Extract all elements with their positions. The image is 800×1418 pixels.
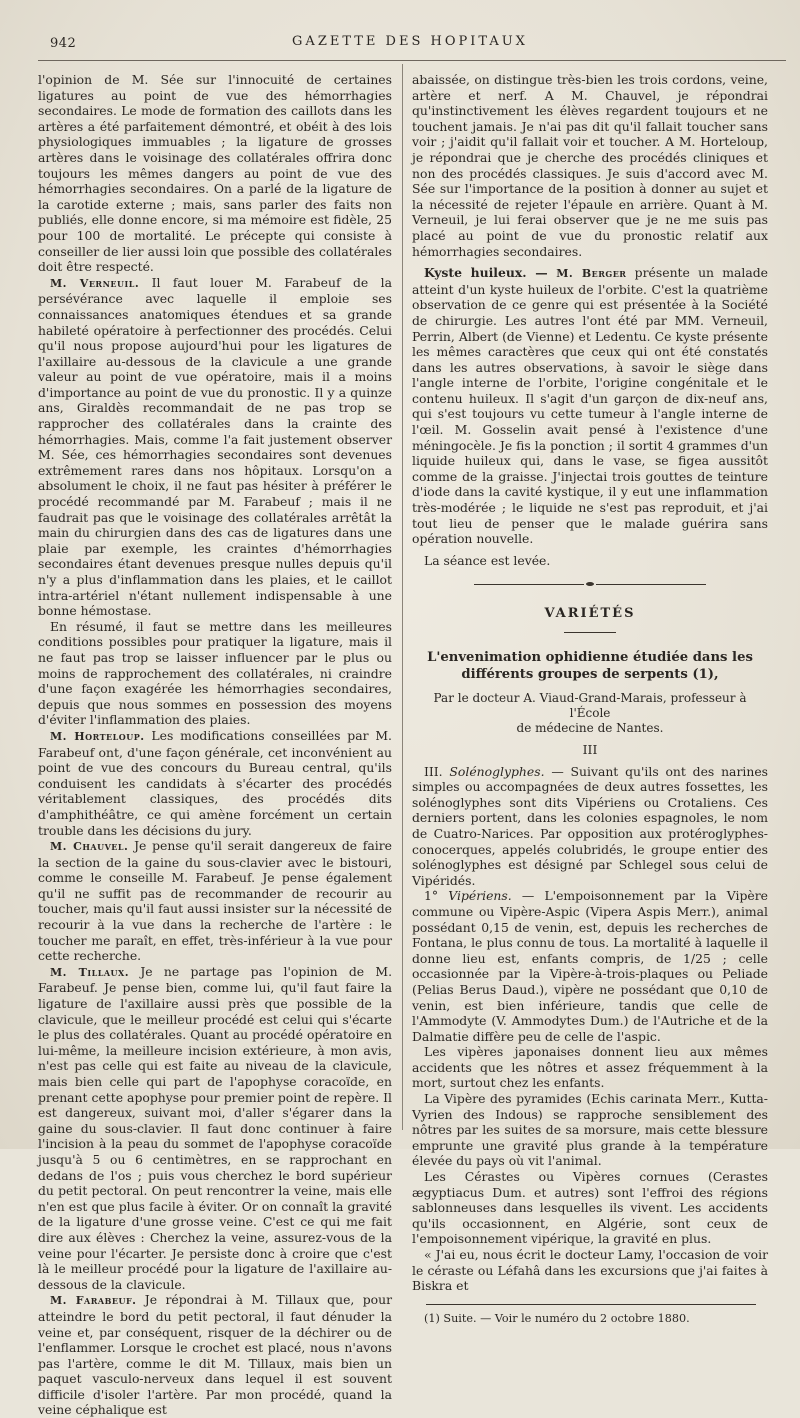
paragraph-lead: III. (424, 763, 450, 779)
footnote-rule (426, 1304, 756, 1305)
paragraph: abaissée, on distingue très-bien les trois cordons, veine, artère et nerf. A M. Chauvel, je répondrai qu'instinctivement les élèves regardent toujours et ne touchent jamais. Je n'ai pas dit qu'il fallait toucher sans voir ; j'aidit qu'il fallait voir et toucher. A M. Horteloup, je répondrai que je cherche des procédés cliniques et non des procédés classiques. Je suis d'accord avec M. Sée sur l'importance de la position à donner au sujet et la nécessité de rejeter l'épaule en arrière. Quant à M. Verneuil, je lui ferai observer que je ne me suis pas placé au point de vue du pronostic relatif aux hémorrhagies secondaires. (412, 72, 768, 259)
paragraph-text: Je répondrai à M. Tillaux que, pour atteindre le bord du petit pectoral, il faut dénuder la veine et, par conséquent, risquer de la déchirer ou de l'enflammer. Lorsque le crochet est placé, nous n'avons pas l'artère, comme le dit M. Tillaux, mais bien un paquet vasculo-nerveux dans lequel il est souvent difficile d'isoler l'artère. Par mon procédé, quand la veine céphalique est (38, 1292, 393, 1418)
byline (416, 691, 764, 736)
article-title: L'envenimation ophidienne étudiée dans les différents groupes de serpents (1), (427, 650, 753, 682)
paragraph: Les Cérastes ou Vipères cornues (Cerastes ægyptiacus Dum. et autres) sont l'effroi des régions sablonneuses dans lesquelles ils vivent. Les accidents qu'ils occasionnent, en Algérie, sont ceux de l'empoisonnement vipérique, la gravité en plus. (412, 1169, 768, 1247)
divider-ornament (586, 582, 594, 586)
divider-line (474, 584, 584, 585)
left-column (38, 72, 392, 1418)
italic-term: Vipériens. (448, 888, 512, 904)
speaker-name: M. Tillaux. (50, 965, 130, 979)
part-number: III (582, 742, 598, 757)
italic-term: Solénoglyphes. (449, 763, 545, 779)
ornamental-divider (412, 582, 768, 586)
paragraph-text: — Suivant qu'ils ont des narines simples ou accompagnées de deux autres fossettes, les solénoglyphes sont dits Vipériens ou Crotaliens. Ces derniers portent, dans les colonies espagnoles, le nom de Cuatro-Narices. Par opposition aux protéroglyphes-conocerques, appelés colubridés, le groupe entier des solénoglyphes est désigné par Schlegel sous celui de Vipéridés. (412, 763, 769, 888)
byline-author: Par le docteur A. Viaud-Grand-Marais, professeur à l'École (433, 691, 747, 720)
paragraph (38, 838, 392, 964)
speaker-name: M. Berger (547, 267, 627, 281)
byline-affiliation: de médecine de Nantes. (516, 721, 664, 735)
paragraph (38, 728, 392, 838)
paragraph-text: Je ne partage pas l'opinion de M. Farabeuf. Je pense bien, comme lui, qu'il faut faire la ligature de l'axillaire aussi près que possible de la clavicule, que le meilleur procédé est celui qui s'écarte le plus des collatérales. Quant au procédé opératoire en lui-même, la meilleure incision extérieure, à mon avis, n'est pas celle qui est faite au niveau de la clavicule, mais bien celle qui part de l'apophyse coracoïde, en prenant cette apophyse pour premier point de repère. Il est dangereux, suivant moi, d'aller s'égarer dans la gaine du sous-clavier. Il faut donc continuer à faire l'incision à la peau du sommet de l'apophyse coracoïde jusqu'à 5 ou 6 centimètres, en se rapprochant en dedans de l'os ; puis vous cherchez le bord supérieur du petit pectoral. On peut rencontrer la veine, mais elle n'en est que plus facile à éviter. Or on connaît la gravité de la ligature d'une grosse veine. C'est ce qui me fait dire aux élèves : Cherchez la veine, assurez-vous de la veine pour l'écarter. Je persiste donc à croire que c'est là le meilleur procédé pour la ligature de l'axillaire au-dessous de la clavicule. (38, 963, 393, 1292)
speaker-name: M. Horteloup. (50, 729, 145, 743)
speaker-name: M. Farabeuf. (50, 1294, 137, 1308)
page-number: 942 (50, 36, 77, 51)
divider-line (596, 584, 706, 585)
paragraph: l'opinion de M. Sée sur l'innocuité de certaines ligatures au point de vue des hémorrhagies secondaires. Le mode de formation des caillots dans les artères a été parfaitement démontré, et obéit à des lois physiologiques immuables ; la ligature de grosses artères dans le voisinage des collatérales offrira donc toujours les mêmes dangers au point de vue des hémorrhagies secondaires. On a parlé de la ligature de la carotide externe ; mais, sans parler des faits non publiés, elle donne encore, si ma mémoire est fidèle, 25 pour 100 de mortalité. Le précepte qui consiste à conseiller de lier aussi loin que possible des collatérales doit être respecté. (38, 72, 392, 275)
footnote: (1) Suite. — Voir le numéro du 2 octobre 1880. (424, 1311, 690, 1325)
right-column (412, 72, 768, 1326)
closing-line: La séance est levée. (424, 552, 551, 568)
speaker-name: M. Chauvel. (50, 840, 129, 854)
paragraph: « J'ai eu, nous écrit le docteur Lamy, l'occasion de voir le céraste ou Léfahâ dans les excursions que j'ai faites à Biskra et (412, 1247, 768, 1294)
paragraph-text: Les modifications conseillées par M. Farabeuf ont, d'une façon générale, cet inconvénient au point de vue des concours du Bureau central, qu'ils conduisent les candidats à s'écarter des procédés véritablement classiques, des procédés dits d'amphithéâtre, ce qui amène forcément un certain trouble dans les décisions du jury. (38, 727, 392, 838)
paragraph (412, 888, 768, 1044)
column-divider (402, 64, 403, 1130)
speaker-name: M. Verneuil. (50, 276, 140, 290)
paragraph-text: — L'empoisonnement par la Vipère commune ou Vipère-Aspic (Vipera Aspis Merr.), animal possédant 0,15 de venin, est, depuis les recherches de Fontana, le plus connu de tous. La mortalité à laquelle il donne lieu est, enfants compris, de 1/25 ; celle occasionnée par la Vipère-à-trois-plaques ou Peliade (Pelias Berus Daud.), vipère ne possédant que 0,10 de venin, est bien inférieure, tandis que celle de l'Ammodyte (V. Ammodytes Dum.) de l'Autriche et de la Dalmatie diffère peu de celle de l'aspic. (412, 888, 768, 1044)
paragraph-text: Je pense qu'il serait dangereux de faire la section de la gaine du sous-clavier avec le bistouri, comme le conseille M. Farabeuf. Je pense également qu'il ne suffit pas de recommander de recourir au toucher, mais qu'il faut aussi insister sur la nécessité de recourir à la vue dans la recherche de l'artère : le toucher me paraît, en effet, très-inférieur à la vue pour cette recherche. (38, 838, 392, 964)
paragraph-text: Il faut louer M. Farabeuf de la persévérance avec laquelle il emploie ses connaissances anatomiques étendues et sa grande habileté opératoire à perfectionner des procédés. Celui qu'il nous propose aujourd'hui pour les ligatures de l'axillaire au-dessous de la clavicule a une grande valeur au point de vue opératoire, mais il a moins d'importance au point de vue du pronostic. Il y a quinze ans, Giraldès recommandait de ne pas trop se rapprocher des collatérales dans la crainte des hémorrhagies. Mais, comme l'a fait justement observer M. Sée, ces hémorrhagies secondaires sont devenues extrêmement rares dans nos hôpitaux. Lorsqu'on a absolument le choix, il ne faut pas hésiter à préférer le procédé recommandé par M. Farabeuf ; mais il ne faudrait pas que le voisinage des collatérales arrêtât la main du chirurgien dans des cas de ligatures dans une plaie par exemple, les craintes d'hémorrhagies secondaires étant devenues presque nulles depuis qu'il n'y a plus d'inflammation dans les plaies, et le caillot intra-artériel n'étant nullement indispensable à une bonne hémostase. (38, 274, 392, 619)
running-title: GAZETTE DES HOPITAUX (292, 34, 528, 49)
paragraph-text: présente un malade atteint d'un kyste huileux de l'orbite. C'est la quatrième observation de ce genre qui est présentée à la Société de chirurgie. Les autres l'ont été par MM. Verneuil, Perrin, Albert (de Vienne) et Ledentu. Ce kyste présente les mêmes caractères que ceux qui ont été constatés dans les autres observations, à savoir le siège dans l'angle interne de l'orbite, l'origine congénitale et le contenu huileux. Il s'agit d'un garçon de dix-neuf ans, qui s'est toujours vu cette tumeur à l'angle interne de l'œil. M. Gosselin avait pensé à l'existence d'une méningocèle. Je fis la ponction ; il sortit 4 grammes d'un liquide huileux qui, dans le vase, se figea aussitôt comme de la graisse. J'injectai trois gouttes de teinture d'iode dans la cavité kystique, il y eut une inflammation très-modérée ; le liquide ne s'est pas reproduit, et j'ai tout lieu de penser que le malade guérira sans opération nouvelle. (412, 265, 769, 547)
paragraph-lead: 1° (424, 888, 449, 904)
paragraph: Les vipères japonaises donnent lieu aux mêmes accidents que les nôtres et assez fréquemment à la mort, surtout chez les enfants. (412, 1044, 768, 1091)
header-rule (38, 60, 786, 61)
rubric-heading: Kyste huileux. — (424, 265, 548, 281)
section-title: VARIÉTÉS (544, 606, 636, 622)
paragraph (38, 275, 392, 619)
paragraph: La Vipère des pyramides (Echis carinata Merr., Kutta-Vyrien des Indous) se rapproche sensiblement des nôtres par les suites de sa morsure, mais cette blessure emprunte une gravité plus grande à la température élevée du pays où vit l'animal. (412, 1091, 768, 1169)
page-header (40, 34, 780, 56)
paragraph (412, 265, 768, 547)
section-rule (564, 632, 616, 633)
paragraph (38, 1292, 392, 1418)
paragraph (38, 964, 392, 1292)
paragraph: En résumé, il faut se mettre dans les meilleures conditions possibles pour pratiquer la ligature, mais il ne faut pas trop se laisser influencer par le plus ou moins de rapprochement des collatérales, ni craindre d'une façon exagérée les hémorrhagies secondaires, depuis que nous sommes en possession des moyens d'éviter l'inflammation des plaies. (38, 618, 392, 728)
paragraph (412, 764, 768, 889)
